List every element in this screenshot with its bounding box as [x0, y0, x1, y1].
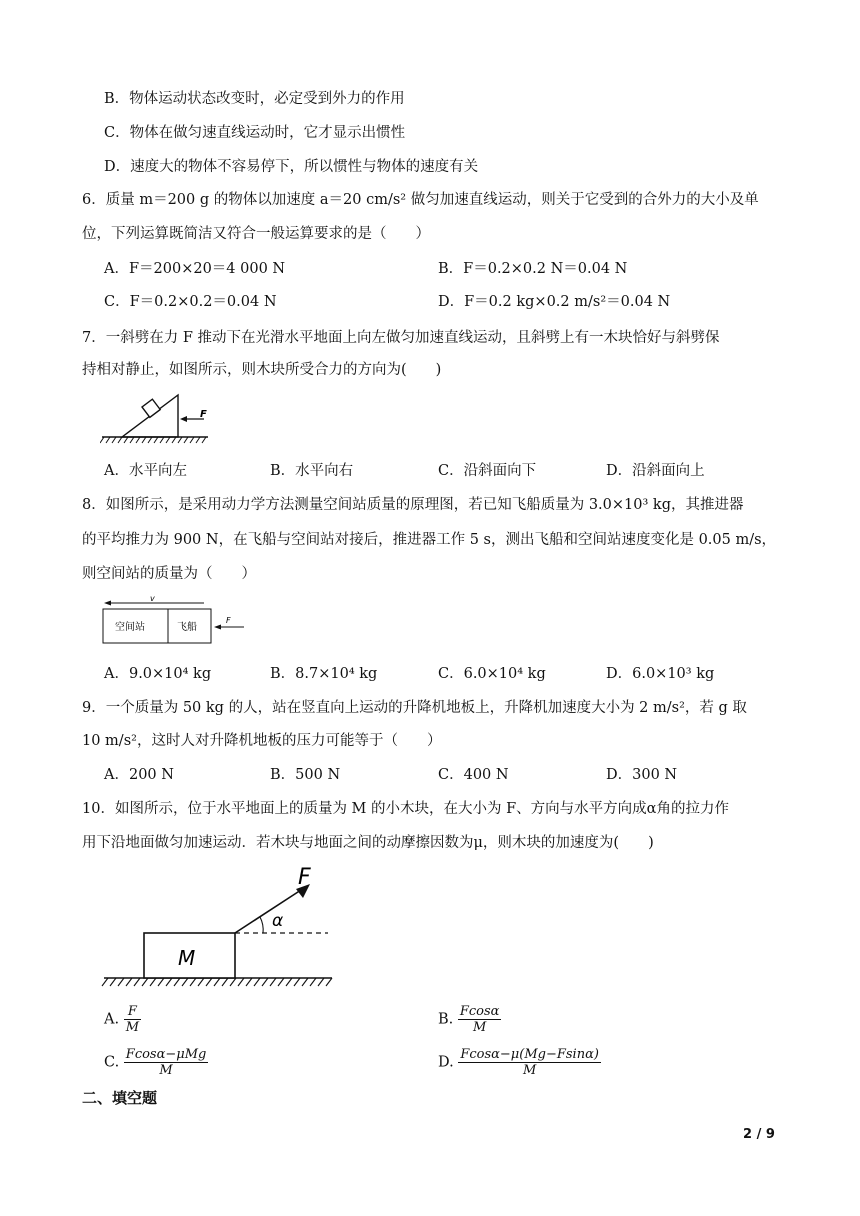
q10-option-a-denominator: M — [125, 1020, 140, 1035]
wooden-block — [142, 399, 160, 417]
q7-option-b: B．水平向右 — [270, 463, 354, 479]
q7-stem-line1: 7．一斜劈在力 F 推动下在光滑水平地面上向左做匀加速直线运动，且斜劈上有一木块恰好与斜劈保 — [82, 330, 720, 346]
block-label: M — [178, 946, 196, 970]
q8-docking-figure — [100, 594, 250, 650]
q8-option-a: A．9.0×10⁴ kg — [104, 666, 212, 682]
q10-option-d — [438, 1047, 601, 1078]
q10-stem-line2: 用下沿地面做匀加速运动．若木块与地面之间的动摩擦因数为μ，则木块的加速度为( ) — [82, 835, 654, 851]
q10-option-b-label: B. — [438, 1011, 454, 1028]
q5-option-d: D．速度大的物体不容易停下，所以惯性与物体的速度有关 — [104, 159, 479, 175]
q10-option-a-label: A. — [104, 1011, 120, 1028]
q10-option-c-label: C. — [104, 1054, 120, 1071]
q10-option-a-fraction — [124, 1004, 141, 1035]
q9-option-d: D．300 N — [606, 767, 678, 783]
q10-option-c — [104, 1047, 208, 1078]
q8-stem-line1: 8．如图所示，是采用动力学方法测量空间站质量的原理图，若已知飞船质量为 3.0×10³ kg，其推进器 — [82, 497, 744, 513]
q9-option-b: B．500 N — [270, 767, 341, 783]
ground-hatching — [100, 437, 206, 443]
q10-option-b-numerator: Fcosα — [459, 1004, 500, 1019]
q8-stem-line3: 则空间站的质量为（ ） — [82, 566, 256, 582]
q10-option-b — [438, 1004, 501, 1035]
section-heading-fill-blank: 二、填空题 — [82, 1089, 158, 1107]
q10-option-c-numerator: Fcosα−μMg — [125, 1047, 207, 1062]
q6-option-c: C．F＝0.2×0.2＝0.04 N — [104, 294, 277, 310]
q5-option-c: C．物体在做匀速直线运动时，它才显示出惯性 — [104, 125, 406, 141]
q6-option-a: A．F＝200×20＝4 000 N — [104, 261, 286, 277]
angle-arc — [260, 917, 263, 933]
q8-option-d: D．6.0×10³ kg — [606, 666, 715, 682]
q10-option-d-numerator: Fcosα−μ(Mg−Fsinα) — [460, 1047, 599, 1062]
q6-stem-line1: 6．质量 m＝200 g 的物体以加速度 a＝20 cm/s² 做匀加速直线运动，则关于它受到的合外力的大小及单 — [82, 192, 759, 208]
velocity-arrowhead — [104, 601, 111, 606]
q7-option-c: C．沿斜面向下 — [438, 463, 537, 479]
pull-force-label: F — [298, 865, 311, 890]
q9-option-c: C．400 N — [438, 767, 509, 783]
q7-option-d: D．沿斜面向上 — [606, 463, 705, 479]
q8-stem-line2: 的平均推力为 900 N，在飞船与空间站对接后，推进器工作 5 s，测出飞船和空间站速度变化是 0.05 m/s， — [82, 532, 777, 548]
q10-option-d-denominator: M — [522, 1063, 537, 1078]
q8-option-c: C．6.0×10⁴ kg — [438, 666, 546, 682]
q6-option-b: B．F＝0.2×0.2 N＝0.04 N — [438, 261, 628, 277]
q10-option-d-label: D. — [438, 1054, 454, 1071]
q10-option-a — [104, 1004, 141, 1035]
thrust-label: F — [226, 616, 231, 625]
q10-option-a-numerator: F — [124, 1004, 141, 1020]
q10-option-d-fraction — [458, 1047, 601, 1078]
pull-force-arrow — [235, 890, 301, 933]
angle-label: α — [272, 911, 284, 931]
q10-option-b-fraction — [458, 1004, 502, 1035]
ground-hatching — [102, 978, 332, 986]
velocity-label: v — [150, 594, 155, 603]
q10-option-b-denominator: M — [473, 1020, 487, 1035]
thrust-arrowhead — [214, 625, 221, 630]
q10-option-c-denominator: M — [159, 1063, 173, 1078]
ship-label: 飞船 — [177, 622, 197, 633]
q9-stem-line2: 10 m/s²，这时人对升降机地板的压力可能等于（ ） — [82, 733, 442, 749]
q5-option-b: B．物体运动状态改变时，必定受到外力的作用 — [104, 91, 405, 107]
q10-stem-line1: 10．如图所示，位于水平地面上的质量为 M 的小木块，在大小为 F、方向与水平方向成α角的拉力作 — [82, 801, 729, 817]
q8-option-b: B．8.7×10⁴ kg — [270, 666, 378, 682]
station-label: 空间站 — [115, 622, 145, 633]
q9-stem-line1: 9．一个质量为 50 kg 的人，站在竖直向上运动的升降机地板上，升降机加速度大小为 2 m/s²，若 g 取 — [82, 700, 747, 716]
force-label: F — [200, 409, 207, 420]
q6-option-d: D．F＝0.2 kg×0.2 m/s²＝0.04 N — [438, 294, 671, 310]
q7-stem-line2: 持相对静止，如图所示，则木块所受合力的方向为( ) — [82, 362, 442, 378]
q10-option-c-fraction — [124, 1047, 209, 1078]
q7-option-a: A．水平向左 — [104, 463, 187, 479]
q10-block-figure — [100, 862, 335, 992]
q7-wedge-figure — [100, 392, 212, 448]
q9-option-a: A．200 N — [104, 767, 174, 783]
force-arrowhead — [180, 416, 187, 422]
page-number: 2 / 9 — [743, 1127, 775, 1142]
q6-stem-line2: 位，下列运算既简洁又符合一般运算要求的是（ ） — [82, 226, 430, 242]
